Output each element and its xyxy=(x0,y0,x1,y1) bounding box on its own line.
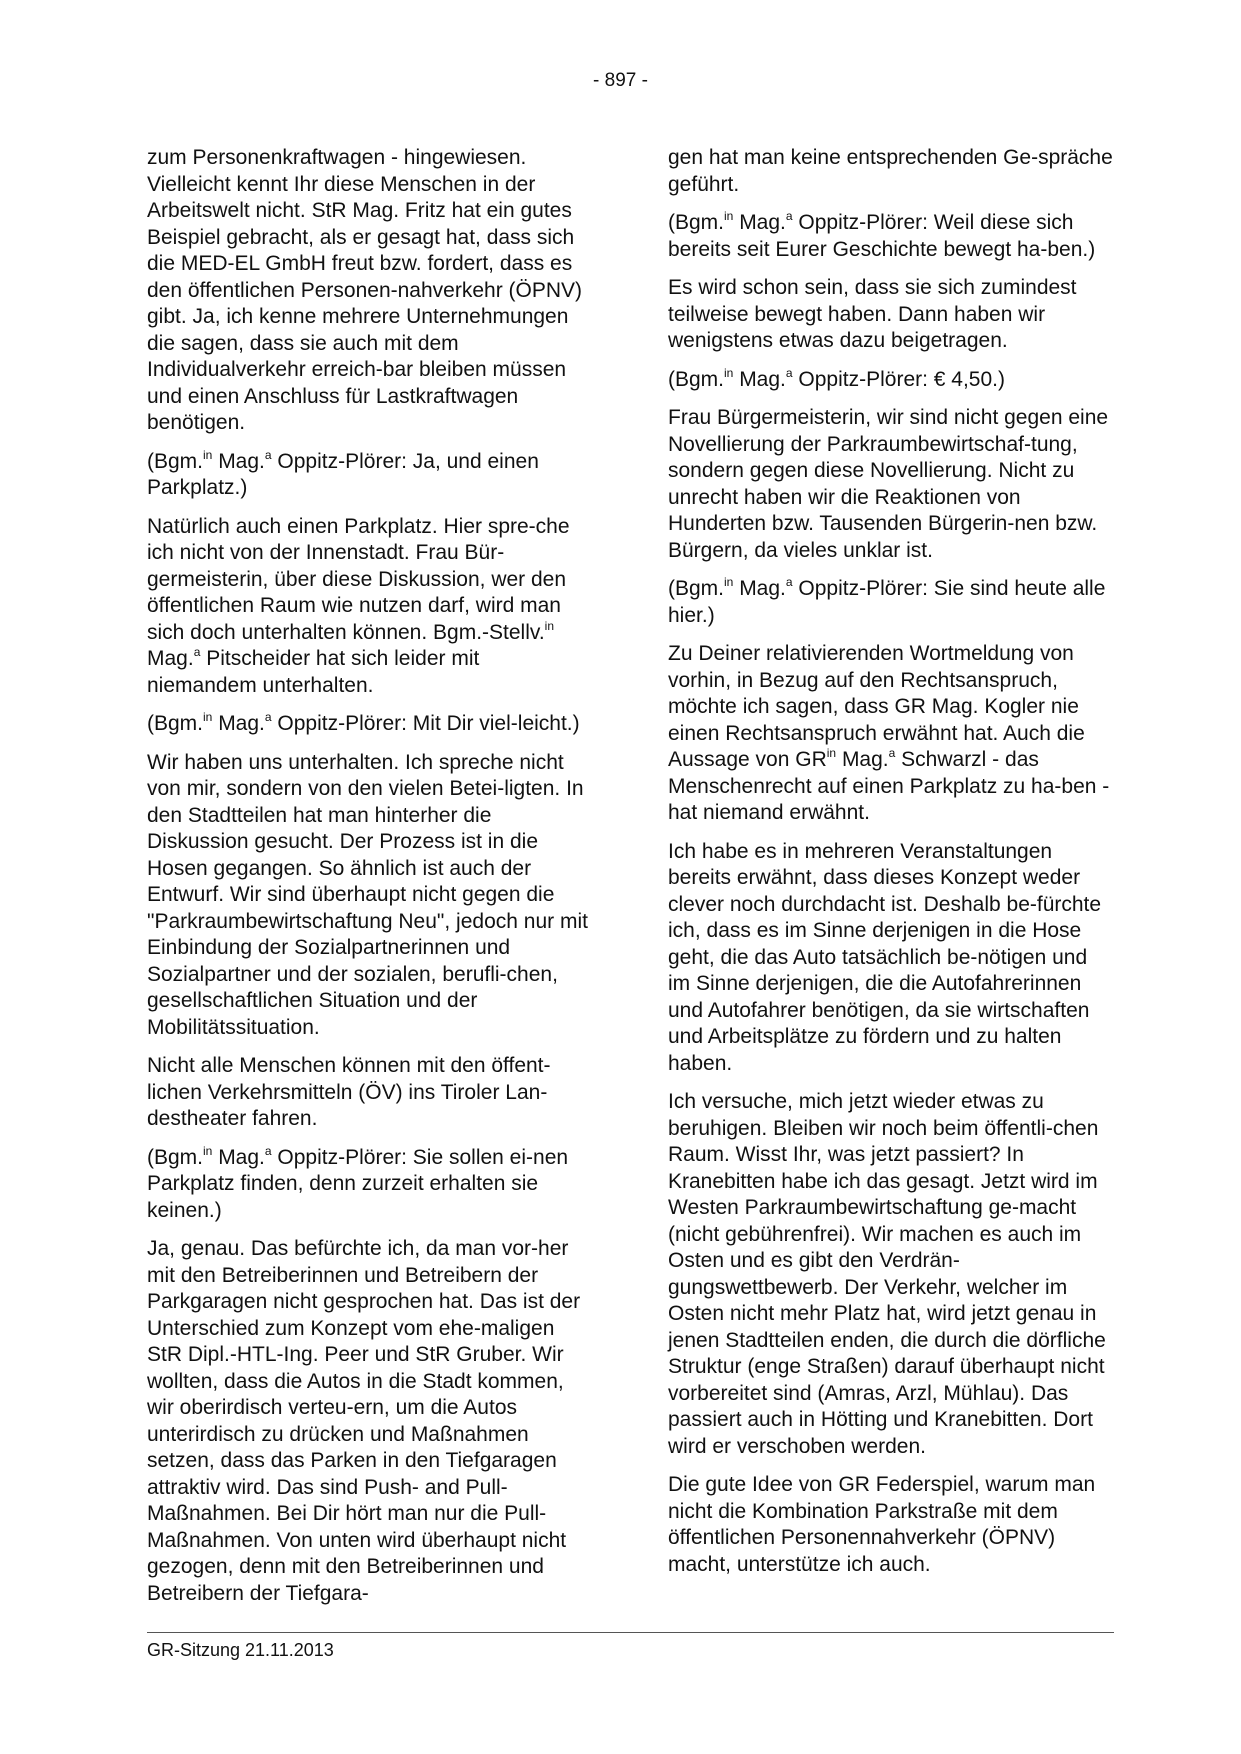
paragraph: Wir haben uns unterhalten. Ich spreche nicht von mir, sondern von den vielen Betei-ligten. In den Stadtteilen hat man hinterher die Diskussion gesucht. Der Prozess ist in die Hosen gegangen. So ähnlich ist auch der Entwurf. Wir sind überhaupt nicht gegen die "Parkraumbewirtschaftung Neu", jedoch nur mit Einbindung der Sozialpartnerinnen und Sozialpartner und der sozialen, berufli-chen, gesellschaftlichen Situation und der Mobilitätssituation. xyxy=(147,750,588,1039)
footer-divider xyxy=(147,1632,1114,1633)
right-column xyxy=(668,145,1113,1590)
interjection: (Bgm.$^{in}$ Mag.$^a$ Oppitz-Plörer: Ja, und einen Parkplatz.) xyxy=(147,447,539,499)
paragraph: zum Personenkraftwagen - hingewiesen. Vielleicht kennt Ihr diese Menschen in der Arbeitswelt nicht. StR Mag. Fritz hat ein gutes Beispiel gebracht, als er gesagt hat, dass sich die MED-EL GmbH freut bzw. fordert, dass es den öffentlichen Personen-nahverkehr (ÖPNV) gibt. Ja, ich kenne mehrere Unternehmungen die sagen, dass sie auch mit dem Individualverkehr erreich-bar bleiben müssen und einen Anschluss für Lastkraftwagen benötigen. xyxy=(147,146,583,434)
paragraph: gen hat man keine entsprechenden Ge-spräche geführt. xyxy=(668,146,1113,196)
left-column xyxy=(147,145,592,1619)
paragraph: Ich habe es in mehreren Veranstaltungen bereits erwähnt, dass dieses Konzept weder clever noch durchdacht ist. Deshalb be-fürchte ich, dass es im Sinne derjenigen in die Hose geht, die das Auto tatsächlich be-nötigen und im Sinne derjenigen, die die Autofahrerinnen und Autofahrer benötigen, da sie wirtschaften und Arbeitsplätze zu fördern und zu halten haben. xyxy=(668,839,1102,1075)
page-number: - 897 - xyxy=(593,70,648,91)
paragraph: Ich versuche, mich jetzt wieder etwas zu beruhigen. Bleiben wir noch beim öffentli-chen Raum. Wisst Ihr, was jetzt passiert? In Kranebitten habe ich das gesagt. Jetzt wird im Westen Parkraumbewirtschaftung ge-macht (nicht gebührenfrei). Wir machen es auch im Osten und es gibt den Verdrän-gungswettbewerb. Der Verkehr, welcher im Osten nicht mehr Platz hat, wird jetzt genau in jenen Stadtteilen enden, die durch die dörfliche Struktur (enge Straßen) darauf überhaupt nicht vorbereitet sind (Amras, Arzl, Mühlau). Das passiert auch in Hötting und Kranebitten. Dort wird er verschoben werden. xyxy=(668,1090,1106,1458)
interjection: (Bgm.$^{in}$ Mag.$^a$ Oppitz-Plörer: Mit Dir viel-leicht.) xyxy=(147,710,580,735)
interjection: (Bgm.$^{in}$ Mag.$^a$ Oppitz-Plörer: € 4,50.) xyxy=(668,365,1005,391)
paragraph: Die gute Idee von GR Federspiel, warum man nicht die Kombination Parkstraße mit dem öffentlichen Personennahverkehr (ÖPNV) macht, unterstütze ich auch. xyxy=(668,1473,1096,1576)
footer-session-date: GR-Sitzung 21.11.2013 xyxy=(147,1640,334,1660)
paragraph: Es wird schon sein, dass sie sich zumindest teilweise bewegt haben. Dann haben wir wenigstens etwas dazu beigetragen. xyxy=(668,276,1077,352)
interjection: (Bgm.$^{in}$ Mag.$^a$ Oppitz-Plörer: Weil diese sich bereits seit Eurer Geschichte bewegt ha-ben.) xyxy=(668,209,1096,261)
paragraph: Frau Bürgermeisterin, wir sind nicht gegen eine Novellierung der Parkraumbewirtschaf-tung, sondern gegen diese Novellierung. Nicht zu unrecht haben wir die Reaktionen von Hunderten bzw. Tausenden Bürgerin-nen bzw. Bürgern, da vieles unklar ist. xyxy=(668,406,1109,562)
paragraph: Natürlich auch einen Parkplatz. Hier spre-che ich nicht von der Innenstadt. Frau Bür-germeisterin, über diese Diskussion, wer den öffentlichen Raum wie nutzen darf, wird man sich doch unterhalten können. Bgm.-Stellv.$^{in}$ Mag.$^a$ Pitscheider hat sich leider mit niemandem unterhalten. xyxy=(147,514,570,697)
paragraph: Nicht alle Menschen können mit den öffent-lichen Verkehrsmitteln (ÖV) ins Tiroler Lan-destheater fahren. xyxy=(147,1054,551,1130)
interjection: (Bgm.$^{in}$ Mag.$^a$ Oppitz-Plörer: Sie sollen ei-nen Parkplatz finden, denn zurzeit erhalten sie keinen.) xyxy=(147,1143,569,1222)
interjection: (Bgm.$^{in}$ Mag.$^a$ Oppitz-Plörer: Sie sind heute alle hier.) xyxy=(668,575,1106,627)
paragraph: Zu Deiner relativierenden Wortmeldung von vorhin, in Bezug auf den Rechtsanspruch, möchte ich sagen, dass GR Mag. Kogler nie einen Rechtsanspruch erwähnt hat. Auch die Aussage von $GR^{in}$ Mag.$^a$ Schwarzl - das Menschenrecht auf einen Parkplatz zu ha-ben - hat niemand erwähnt. xyxy=(668,642,1110,824)
paragraph: Ja, genau. Das befürchte ich, da man vor-her mit den Betreiberinnen und Betreibern der Parkgaragen nicht gesprochen hat. Das ist der Unterschied zum Konzept vom ehe-maligen StR Dipl.-HTL-Ing. Peer und StR Gruber. Wir wollten, dass die Autos in die Stadt kommen, wir oberirdisch verteu-ern, um die Autos unterirdisch zu drücken und Maßnahmen setzen, dass das Parken in den Tiefgaragen attraktiv wird. Das sind Push- and Pull-Maßnahmen. Bei Dir hört man nur die Pull-Maßnahmen. Von unten wird überhaupt nicht gezogen, denn mit den Betreiberinnen und Betreibern der Tiefgara- xyxy=(147,1237,581,1605)
